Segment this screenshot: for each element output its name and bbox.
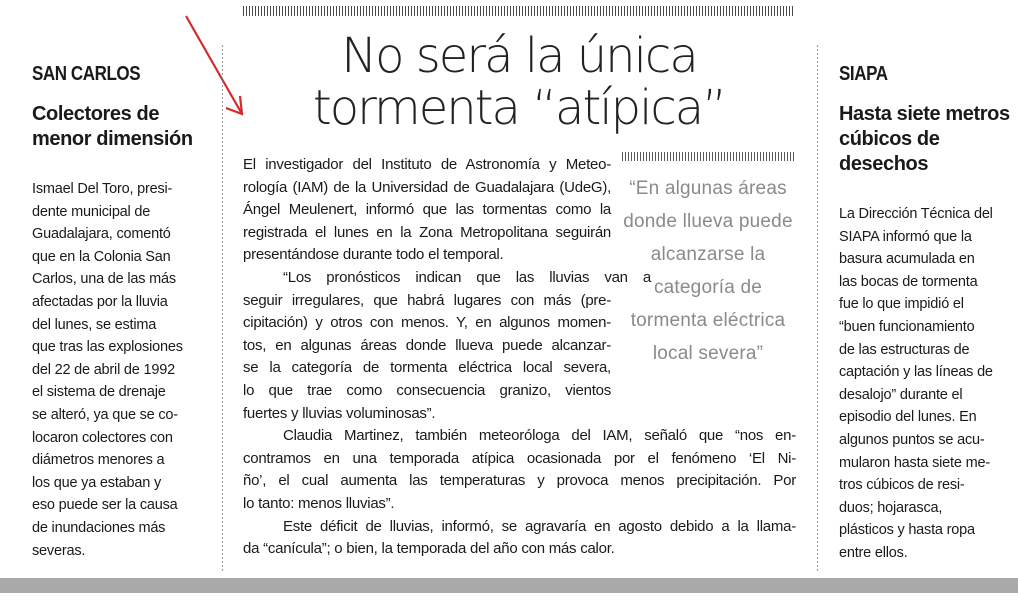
left-body-line: diámetros menores a bbox=[32, 452, 165, 469]
left-body-line: el sistema de drenaje bbox=[32, 384, 166, 401]
main-headline-line: tormenta “atípica” bbox=[312, 80, 726, 136]
right-body-line: mularon hasta siete me- bbox=[839, 454, 990, 471]
right-body-line: basura acumulada en bbox=[839, 251, 975, 268]
main-headline bbox=[243, 30, 795, 134]
right-body-line: entre ellos. bbox=[839, 544, 908, 561]
left-body-line: del 22 de abril de 1992 bbox=[32, 361, 175, 378]
right-headline bbox=[839, 102, 1015, 177]
main-body-line: se la categoría de tormenta eléctrica local severa, bbox=[243, 359, 611, 377]
right-body-line: de las estructuras de bbox=[839, 341, 970, 358]
main-body-line: seguir irregulares, que habrá lugares con más (pre- bbox=[243, 291, 612, 309]
main-body-line: cipitación) y otros con menos. Y, en algunos momen- bbox=[243, 314, 611, 332]
main-body-line: Ángel Meulenert, informó que las tormentas como la bbox=[243, 201, 612, 219]
left-sidebar-story bbox=[32, 60, 208, 562]
main-body-line: tos, en algunas áreas donde llueva puede alcanzar- bbox=[243, 336, 611, 354]
right-body-text bbox=[839, 203, 1015, 565]
right-body-line: La Dirección Técnica del bbox=[839, 206, 993, 222]
left-body-line: eso puede ser la causa bbox=[32, 497, 178, 514]
right-headline-line: desechos bbox=[839, 153, 929, 175]
right-body-line: tros cúbicos de resi- bbox=[839, 477, 965, 494]
main-body-line: da “canícula”; o bien, la temporada del año con más calor. bbox=[243, 540, 615, 558]
left-body-line: se alteró, ya que se co- bbox=[32, 406, 178, 423]
main-body-line: ño’, el cual aumenta las temperaturas y provoca menos precipitación. Por bbox=[243, 472, 796, 490]
right-body-line: captación y las líneas de bbox=[839, 364, 993, 381]
left-column-divider bbox=[222, 45, 223, 573]
left-body-text bbox=[32, 178, 208, 562]
left-kicker: SAN CARLOS bbox=[32, 63, 141, 85]
left-body-line: del lunes, se estima bbox=[32, 316, 157, 333]
right-body-line: SIAPA informó que la bbox=[839, 228, 972, 245]
left-body-line: de inundaciones más bbox=[32, 519, 166, 536]
right-headline-line: cúbicos de bbox=[839, 128, 940, 150]
right-body-line: episodio del lunes. En bbox=[839, 409, 977, 426]
pull-quote-line: donde llueva puede bbox=[623, 211, 793, 232]
right-kicker: SIAPA bbox=[839, 63, 888, 85]
right-body-line: duos; hojarasca, bbox=[839, 499, 943, 516]
main-body-line: fuertes y lluvias voluminosas”. bbox=[243, 404, 436, 422]
left-body-line: afectadas por la lluvia bbox=[32, 293, 168, 310]
right-body-line: desalojo” durante el bbox=[839, 386, 963, 403]
left-headline-line: menor dimensión bbox=[32, 128, 193, 150]
left-body-line: que tras las explosiones bbox=[32, 339, 183, 356]
right-body-line: plásticos y hasta ropa bbox=[839, 522, 975, 539]
main-body-line: rología (IAM) de la Universidad de Guadalajara (UdeG), bbox=[243, 178, 612, 196]
main-body-line: lo tanto: menos lluvias”. bbox=[243, 494, 395, 512]
main-body-line: lo que trae como consecuencia granizo, vientos bbox=[243, 381, 611, 399]
pull-quote-line: tormenta eléctrica bbox=[630, 310, 786, 331]
main-body-line: Este déficit de lluvias, informó, se agravaría en agosto debido a la llama- bbox=[283, 517, 796, 535]
right-body-line: algunos puntos se acu- bbox=[839, 431, 985, 448]
main-body-line: presentándose durante todo el temporal. bbox=[243, 246, 504, 264]
main-body-line: El investigador del Instituto de Astronomía y Meteo- bbox=[243, 156, 611, 173]
left-body-line: que en la Colonia San bbox=[32, 248, 171, 265]
left-body-line: dente municipal de bbox=[32, 203, 151, 220]
pull-quote-line: alcanzarse la bbox=[650, 244, 766, 265]
left-headline-line: Colectores de bbox=[32, 103, 160, 125]
left-body-line: Ismael Del Toro, presi- bbox=[32, 181, 173, 197]
main-body-line: contramos en una temporada atípica ocasionada por el fenómeno ‘El Ni- bbox=[243, 449, 796, 467]
right-sidebar-story bbox=[839, 60, 1015, 565]
left-headline bbox=[32, 102, 208, 152]
left-body-line: los que ya estaban y bbox=[32, 474, 162, 491]
left-body-line: Carlos, una de las más bbox=[32, 271, 176, 288]
right-body-line: las bocas de tormenta bbox=[839, 273, 978, 290]
left-body-line: locaron colectores con bbox=[32, 429, 173, 446]
right-body-line: fue lo que impidió el bbox=[839, 296, 964, 313]
pull-quote-line: categoría de bbox=[653, 277, 763, 298]
main-body-line: registrada el lunes en la Zona Metropolitana seguirán bbox=[243, 223, 612, 241]
main-body-line: Claudia Martinez, también meteoróloga del IAM, señaló que “nos en- bbox=[283, 427, 796, 445]
right-headline-line: Hasta siete metros bbox=[839, 103, 1010, 125]
right-body-line: “buen funcionamiento bbox=[839, 318, 975, 335]
right-column-divider bbox=[817, 45, 818, 573]
left-body-line: severas. bbox=[32, 542, 86, 559]
pull-quote-hatch-rule bbox=[622, 152, 794, 161]
pull-quote-line: “En algunas áreas bbox=[629, 178, 787, 199]
pull-quote bbox=[622, 172, 794, 370]
main-body-line: “Los pronósticos indican que las lluvias van a bbox=[283, 268, 651, 286]
left-body-line: Guadalajara, comentó bbox=[32, 226, 171, 243]
main-headline-line: No será la única bbox=[341, 28, 697, 84]
bottom-gray-band bbox=[0, 578, 1018, 593]
pull-quote-line: local severa” bbox=[652, 343, 764, 364]
top-hatch-rule bbox=[243, 6, 793, 16]
